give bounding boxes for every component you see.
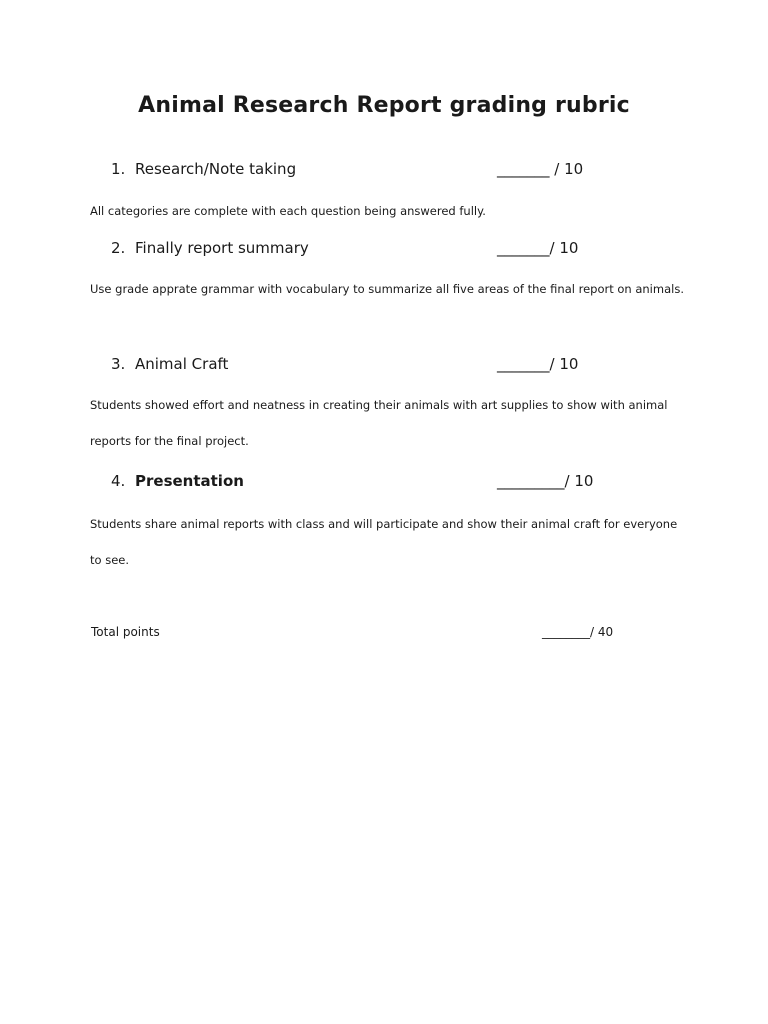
item-number: 2. xyxy=(111,239,126,257)
document-title: Animal Research Report grading rubric xyxy=(138,93,630,118)
rubric-item-presentation xyxy=(0,469,768,493)
item-label: Presentation xyxy=(135,472,244,490)
item-score-blank: _________/ 10 xyxy=(497,472,594,490)
item-score-blank: _______/ 10 xyxy=(497,239,579,257)
rubric-item-craft xyxy=(0,352,768,376)
item-score-blank: _______ / 10 xyxy=(497,160,584,178)
rubric-item-summary xyxy=(0,236,768,260)
item-label: Research/Note taking xyxy=(135,160,297,178)
item-description: Students showed effort and neatness in creating their animals with art supplies to show with animal reports for the final project. xyxy=(90,398,668,448)
item-description: All categories are complete with each question being answered fully. xyxy=(90,204,486,218)
total-points-blank: ________/ 40 xyxy=(542,625,614,639)
total-points-label: Total points xyxy=(91,625,160,639)
item-score-blank: _______/ 10 xyxy=(497,355,579,373)
item-description: Use grade apprate grammar with vocabulary to summarize all five areas of the final report on animals. xyxy=(90,282,684,296)
item-number: 3. xyxy=(111,355,126,373)
item-number: 4. xyxy=(111,472,126,490)
rubric-item-research xyxy=(0,157,768,181)
item-label: Animal Craft xyxy=(135,355,229,373)
item-label: Finally report summary xyxy=(135,239,309,257)
item-number: 1. xyxy=(111,160,126,178)
item-description: Students share animal reports with class and will participate and show their animal craft for everyone to see. xyxy=(90,517,678,567)
